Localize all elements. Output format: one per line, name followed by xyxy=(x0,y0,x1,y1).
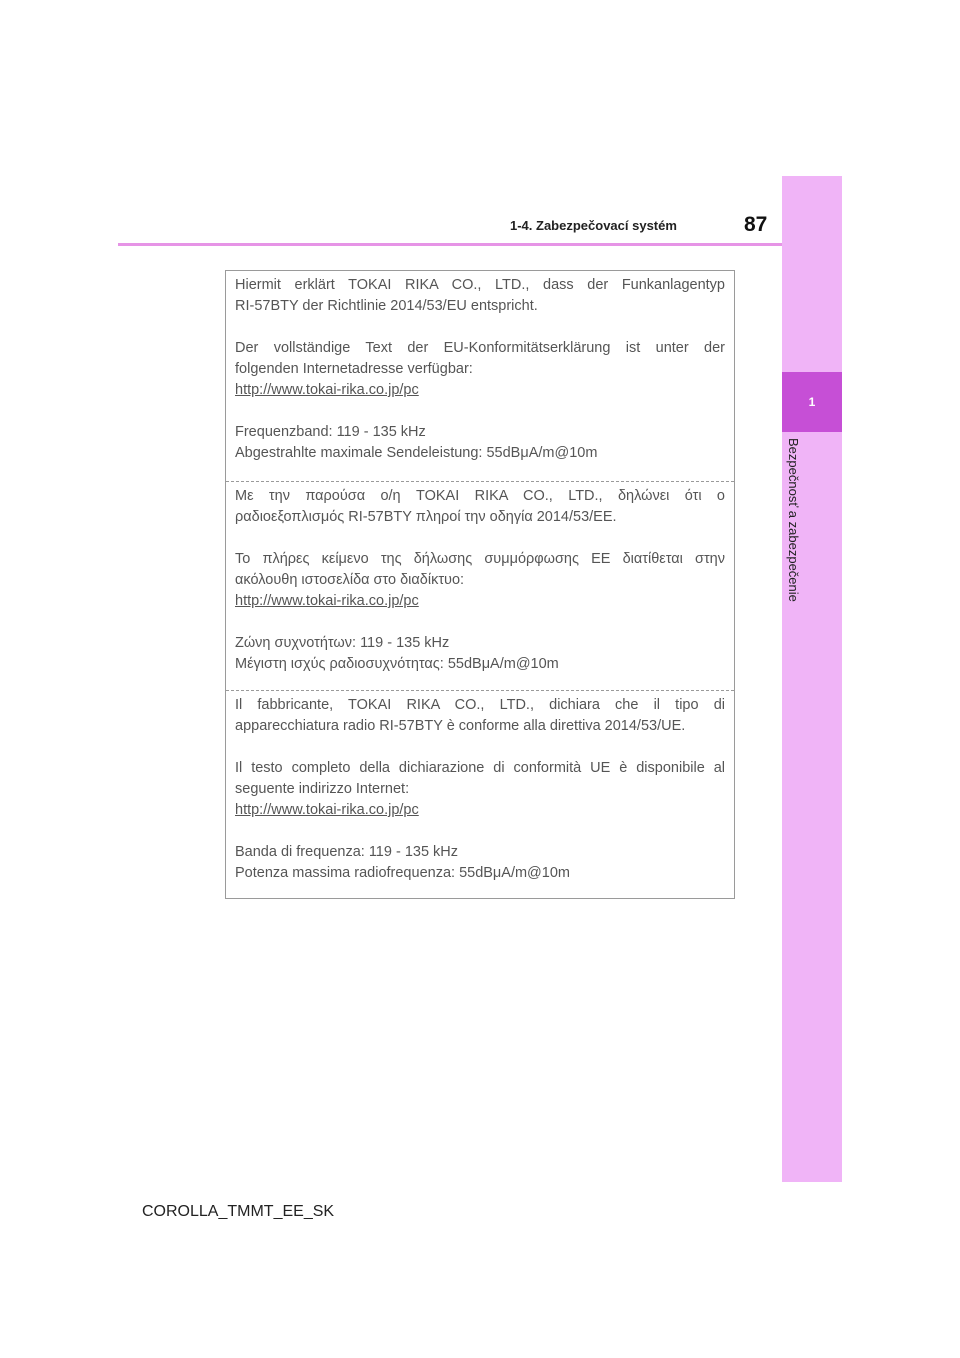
chapter-number-box xyxy=(782,372,842,432)
declaration-line: Il fabbricante, TOKAI RIKA CO., LTD., dichiara che il tipo di xyxy=(235,697,725,713)
header-divider xyxy=(118,243,782,246)
section-title: 1-4. Zabezpečovací systém xyxy=(510,218,677,233)
frequency-band: Ζώνη συχνοτήτων: 119 - 135 kHz xyxy=(235,635,450,651)
declaration-line: Hiermit erklärt TOKAI RIKA CO., LTD., dass der Funkanlagentyp xyxy=(235,277,725,293)
declaration-link[interactable]: http://www.tokai-rika.co.jp/pc xyxy=(235,593,419,609)
declaration-link[interactable]: http://www.tokai-rika.co.jp/pc xyxy=(235,382,419,398)
max-power: Μέγιστη ισχύς ραδιοσυχνότητας: 55dBμA/m@10m xyxy=(235,656,559,672)
frequency-band: Banda di frequenza: 119 - 135 kHz xyxy=(235,844,459,860)
availability-line: folgenden Internetadresse verfügbar: xyxy=(235,361,473,377)
chapter-side-tab xyxy=(782,176,842,1182)
max-power: Potenza massima radiofrequenza: 55dBμA/m@10m xyxy=(235,865,570,881)
declaration-line: RI-57BTY der Richtlinie 2014/53/EU entspricht. xyxy=(235,298,538,314)
max-power: Abgestrahlte maximale Sendeleistung: 55dBμA/m@10m xyxy=(235,445,598,461)
declaration-line: apparecchiatura radio RI-57BTY è conforme alla direttiva 2014/53/UE. xyxy=(235,718,686,734)
availability-line: Der vollständige Text der EU-Konformitätserklärung ist unter der xyxy=(235,340,725,356)
availability-line: Il testo completo della dichiarazione di conformità UE è disponibile al xyxy=(235,760,725,776)
document-code: COROLLA_TMMT_EE_SK xyxy=(142,1203,335,1220)
chapter-title: Bezpečnosť a zabezpečenie xyxy=(786,438,801,602)
notice-section-greek xyxy=(226,481,734,690)
declaration-line: Με την παρούσα ο/η TOKAI RIKA CO., LTD., δηλώνει ότι ο xyxy=(235,488,725,504)
availability-line: ακόλουθη ιστοσελίδα στο διαδίκτυο: xyxy=(235,572,465,588)
declaration-link[interactable]: http://www.tokai-rika.co.jp/pc xyxy=(235,802,419,818)
chapter-number: 1 xyxy=(808,395,816,409)
frequency-band: Frequenzband: 119 - 135 kHz xyxy=(235,424,426,440)
regulatory-notice-box xyxy=(225,270,735,899)
availability-line: seguente indirizzo Internet: xyxy=(235,781,410,797)
page-number: 87 xyxy=(744,213,768,236)
notice-section-german xyxy=(226,271,734,481)
notice-section-italian xyxy=(226,690,734,898)
availability-line: Το πλήρες κείμενο της δήλωσης συμμόρφωσης ΕΕ διατίθεται στην xyxy=(235,551,725,567)
declaration-line: ραδιοεξοπλισμός RI-57BTY πληροί την οδηγία 2014/53/ΕΕ. xyxy=(235,509,617,525)
